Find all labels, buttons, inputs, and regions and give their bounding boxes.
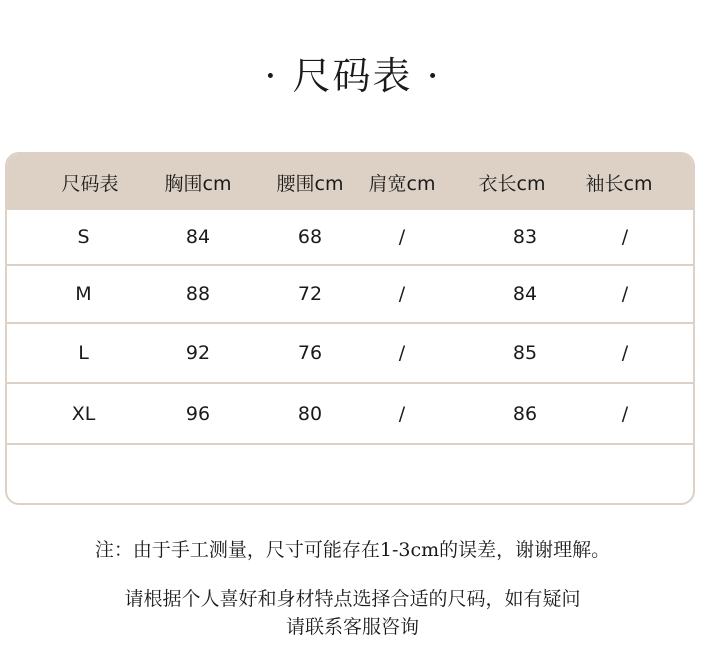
page-title: · 尺码表 · (264, 54, 441, 98)
table-row (7, 210, 693, 266)
cell-waist: 76 (297, 342, 323, 364)
cell-shoulder: / (398, 283, 406, 305)
cell-chest: 84 (185, 226, 211, 248)
table-header (7, 154, 693, 210)
cell-waist: 72 (297, 283, 323, 305)
cell-chest: 88 (185, 283, 211, 305)
cell-length (480, 445, 570, 505)
contact-note: 请联系客服咨询 (285, 616, 419, 638)
size-advice-note: 请根据个人喜好和身材特点选择合适的尺码，如有疑问 (124, 588, 581, 610)
cell-chest: 92 (185, 342, 211, 364)
cell-chest: 96 (185, 402, 211, 425)
cell-sleeve: / (621, 226, 629, 248)
cell-sleeve: / (621, 342, 629, 364)
table-row (7, 324, 693, 384)
cell-length: 84 (512, 283, 538, 305)
cell-chest (153, 445, 243, 505)
table-row (7, 445, 693, 505)
cell-waist: 80 (297, 402, 323, 425)
cell-size: S (77, 226, 90, 248)
header-sleeve: 袖长cm (585, 172, 653, 195)
measurement-note: 注：由于手工测量，尺寸可能存在1-3cm的误差，谢谢理解。 (94, 539, 611, 561)
cell-shoulder: / (398, 226, 406, 248)
header-waist: 腰围cm (276, 172, 344, 195)
header-size: 尺码表 (61, 172, 119, 195)
cell-size (45, 445, 122, 505)
cell-sleeve (580, 445, 670, 505)
cell-shoulder: / (398, 342, 406, 364)
cell-size: M (75, 283, 92, 305)
cell-waist (265, 445, 355, 505)
cell-shoulder (357, 445, 447, 505)
cell-length: 85 (512, 342, 538, 364)
table-row (7, 384, 693, 445)
cell-length: 83 (512, 226, 538, 248)
cell-size: L (78, 342, 89, 364)
size-table (5, 152, 695, 505)
cell-shoulder: / (398, 402, 406, 425)
cell-waist: 68 (297, 226, 323, 248)
cell-sleeve: / (621, 402, 629, 425)
cell-length: 86 (512, 402, 538, 425)
header-shoulder: 肩宽cm (368, 172, 436, 195)
cell-sleeve: / (621, 283, 629, 305)
table-row (7, 266, 693, 324)
header-chest: 胸围cm (164, 172, 232, 195)
header-length: 衣长cm (478, 172, 546, 195)
cell-size: XL (71, 402, 96, 425)
